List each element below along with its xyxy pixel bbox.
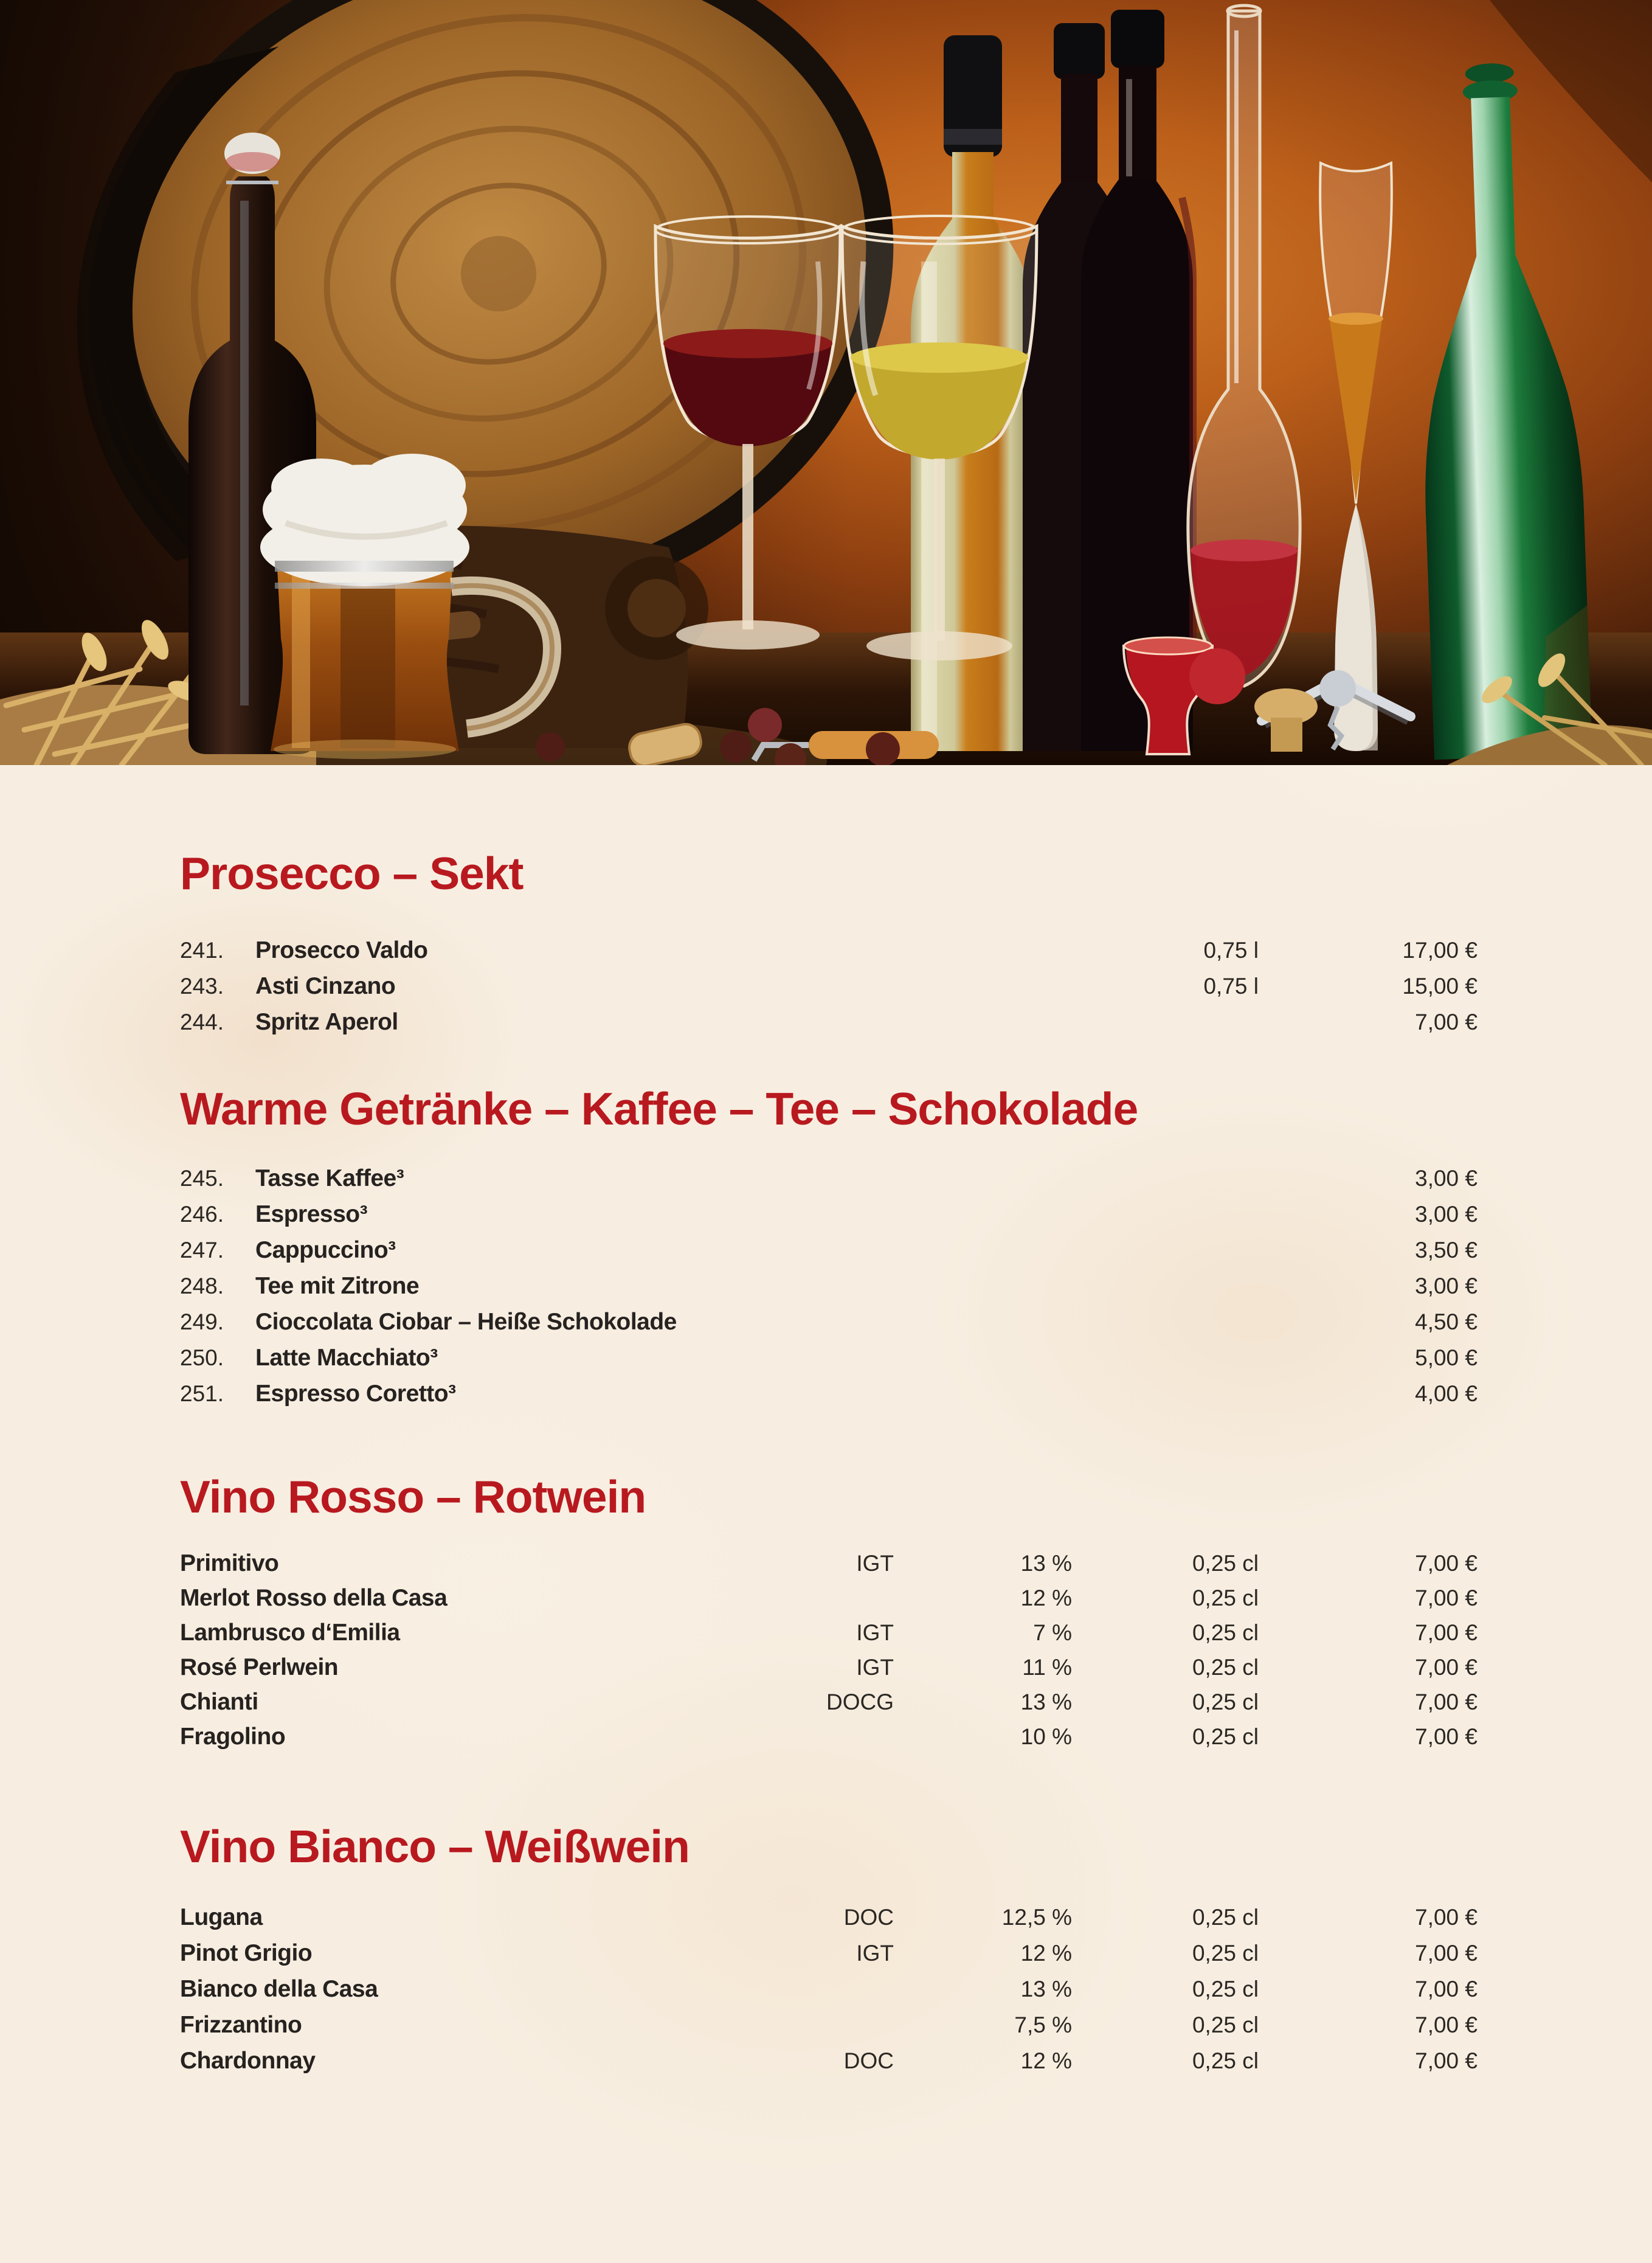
item-alcohol-percent: 12 % xyxy=(1020,1941,1072,1966)
menu-item-row xyxy=(180,1304,1477,1340)
item-price: 4,00 € xyxy=(1415,1381,1477,1406)
item-alcohol-percent: 10 % xyxy=(1020,1724,1072,1749)
header-photo-wine-still-life xyxy=(0,0,1652,765)
item-name: Tasse Kaffee³ xyxy=(255,1165,404,1191)
menu-item-row xyxy=(180,1971,1477,2007)
item-number: 250. xyxy=(180,1345,224,1370)
item-number: 251. xyxy=(180,1381,224,1406)
item-name: Cioccolata Ciobar – Heiße Schokolade xyxy=(255,1309,677,1335)
item-number: 248. xyxy=(180,1274,224,1298)
menu-item-row xyxy=(180,1935,1477,1971)
item-volume: 0,25 cl xyxy=(1192,1585,1259,1610)
item-name: Merlot Rosso della Casa xyxy=(180,1585,448,1611)
item-classification: IGT xyxy=(856,1941,894,1966)
item-price: 3,00 € xyxy=(1415,1274,1477,1298)
item-name: Latte Macchiato³ xyxy=(255,1345,438,1371)
menu-item-row xyxy=(180,968,1477,1004)
menu-item-row xyxy=(180,932,1477,968)
item-name: Chardonnay xyxy=(180,2048,316,2074)
item-price: 4,50 € xyxy=(1415,1309,1477,1334)
menu-item-row xyxy=(180,1615,1477,1650)
item-price: 3,00 € xyxy=(1415,1202,1477,1227)
menu-item-row xyxy=(180,1899,1477,1935)
item-price: 7,00 € xyxy=(1415,1977,1477,2001)
section-items xyxy=(180,1160,1477,1412)
item-name: Lugana xyxy=(180,1904,263,1930)
item-number: 245. xyxy=(180,1166,224,1191)
item-classification: IGT xyxy=(856,1551,894,1576)
item-price: 3,50 € xyxy=(1415,1238,1477,1263)
item-price: 5,00 € xyxy=(1415,1345,1477,1370)
section-title: Vino Bianco – Weißwein xyxy=(180,1821,689,1872)
item-number: 244. xyxy=(180,1010,224,1034)
item-volume: 0,25 cl xyxy=(1192,1905,1259,1930)
item-price: 7,00 € xyxy=(1415,1689,1477,1714)
menu-item-row xyxy=(180,1196,1477,1232)
item-alcohol-percent: 12 % xyxy=(1020,1585,1072,1610)
item-volume: 0,25 cl xyxy=(1192,2012,1259,2037)
item-price: 7,00 € xyxy=(1415,1905,1477,1930)
item-classification: DOCG xyxy=(826,1689,894,1714)
section-title: Vino Rosso – Rotwein xyxy=(180,1471,646,1522)
item-number: 249. xyxy=(180,1309,224,1334)
section-vino-bianco xyxy=(180,1821,1477,2079)
item-price: 7,00 € xyxy=(1415,1010,1477,1034)
item-name: Prosecco Valdo xyxy=(255,937,428,963)
menu-item-row xyxy=(180,1268,1477,1304)
item-price: 7,00 € xyxy=(1415,1551,1477,1576)
item-number: 246. xyxy=(180,1202,224,1227)
item-alcohol-percent: 11 % xyxy=(1022,1655,1072,1680)
item-alcohol-percent: 13 % xyxy=(1020,1551,1072,1576)
item-alcohol-percent: 12,5 % xyxy=(1001,1905,1072,1930)
item-price: 17,00 € xyxy=(1402,938,1477,963)
item-alcohol-percent: 7,5 % xyxy=(1014,2012,1072,2037)
item-volume: 0,25 cl xyxy=(1192,1724,1259,1749)
section-title: Warme Getränke – Kaffee – Tee – Schokolade xyxy=(180,1083,1138,1134)
item-alcohol-percent: 13 % xyxy=(1020,1977,1072,2001)
item-number: 247. xyxy=(180,1238,224,1263)
menu-item-row xyxy=(180,1650,1477,1685)
menu-item-row xyxy=(180,1581,1477,1615)
item-name: Tee mit Zitrone xyxy=(255,1273,420,1299)
section-vino-rosso xyxy=(180,1471,1477,1754)
item-volume: 0,25 cl xyxy=(1192,1941,1259,1966)
section-warme-getraenke xyxy=(180,1083,1477,1412)
item-number: 241. xyxy=(180,938,224,963)
item-name: Chianti xyxy=(180,1689,258,1715)
item-volume: 0,25 cl xyxy=(1192,1551,1259,1576)
item-name: Espresso³ xyxy=(255,1201,368,1227)
item-name: Asti Cinzano xyxy=(255,973,396,999)
menu-item-row xyxy=(180,2043,1477,2079)
item-price: 7,00 € xyxy=(1415,1585,1477,1610)
menu-item-row xyxy=(180,1685,1477,1719)
item-price: 7,00 € xyxy=(1415,1655,1477,1680)
item-name: Bianco della Casa xyxy=(180,1976,378,2002)
item-name: Lambrusco d‘Emilia xyxy=(180,1620,400,1646)
section-items xyxy=(180,1899,1477,2079)
menu-item-row xyxy=(180,1546,1477,1581)
red-fruit xyxy=(1189,648,1245,704)
item-alcohol-percent: 13 % xyxy=(1020,1689,1072,1714)
menu-item-row xyxy=(180,1160,1477,1196)
section-prosecco-sekt xyxy=(180,848,1477,1040)
menu-item-row xyxy=(180,1719,1477,1754)
item-price: 3,00 € xyxy=(1415,1166,1477,1191)
menu-item-row xyxy=(180,2007,1477,2043)
item-name: Primitivo xyxy=(180,1550,279,1576)
item-name: Spritz Aperol xyxy=(255,1009,398,1035)
item-name: Espresso Coretto³ xyxy=(255,1381,456,1407)
item-name: Fragolino xyxy=(180,1724,286,1750)
menu-item-row xyxy=(180,1340,1477,1376)
item-classification: DOC xyxy=(843,2048,894,2073)
item-volume: 0,25 cl xyxy=(1192,1620,1259,1645)
item-number: 243. xyxy=(180,974,224,999)
menu-item-row xyxy=(180,1004,1477,1040)
section-items xyxy=(180,932,1477,1040)
item-volume: 0,75 l xyxy=(1203,974,1259,999)
item-volume: 0,25 cl xyxy=(1192,1977,1259,2001)
item-volume: 0,25 cl xyxy=(1192,1655,1259,1680)
menu-item-row xyxy=(180,1376,1477,1412)
item-alcohol-percent: 12 % xyxy=(1020,2048,1072,2073)
item-price: 7,00 € xyxy=(1415,1620,1477,1645)
item-volume: 0,25 cl xyxy=(1192,1689,1259,1714)
section-title: Prosecco – Sekt xyxy=(180,848,524,899)
item-alcohol-percent: 7 % xyxy=(1033,1620,1072,1645)
item-price: 7,00 € xyxy=(1415,2012,1477,2037)
item-name: Rosé Perlwein xyxy=(180,1654,339,1680)
item-name: Frizzantino xyxy=(180,2012,302,2038)
item-classification: IGT xyxy=(856,1655,894,1680)
section-items xyxy=(180,1546,1477,1754)
item-classification: DOC xyxy=(843,1905,894,1930)
menu-item-row xyxy=(180,1232,1477,1268)
item-volume: 0,75 l xyxy=(1203,938,1259,963)
item-volume: 0,25 cl xyxy=(1192,2048,1259,2073)
item-price: 7,00 € xyxy=(1415,1941,1477,1966)
item-price: 15,00 € xyxy=(1402,974,1477,999)
item-price: 7,00 € xyxy=(1415,2048,1477,2073)
item-name: Cappuccino³ xyxy=(255,1237,396,1263)
item-classification: IGT xyxy=(856,1620,894,1645)
item-name: Pinot Grigio xyxy=(180,1940,313,1966)
item-price: 7,00 € xyxy=(1415,1724,1477,1749)
